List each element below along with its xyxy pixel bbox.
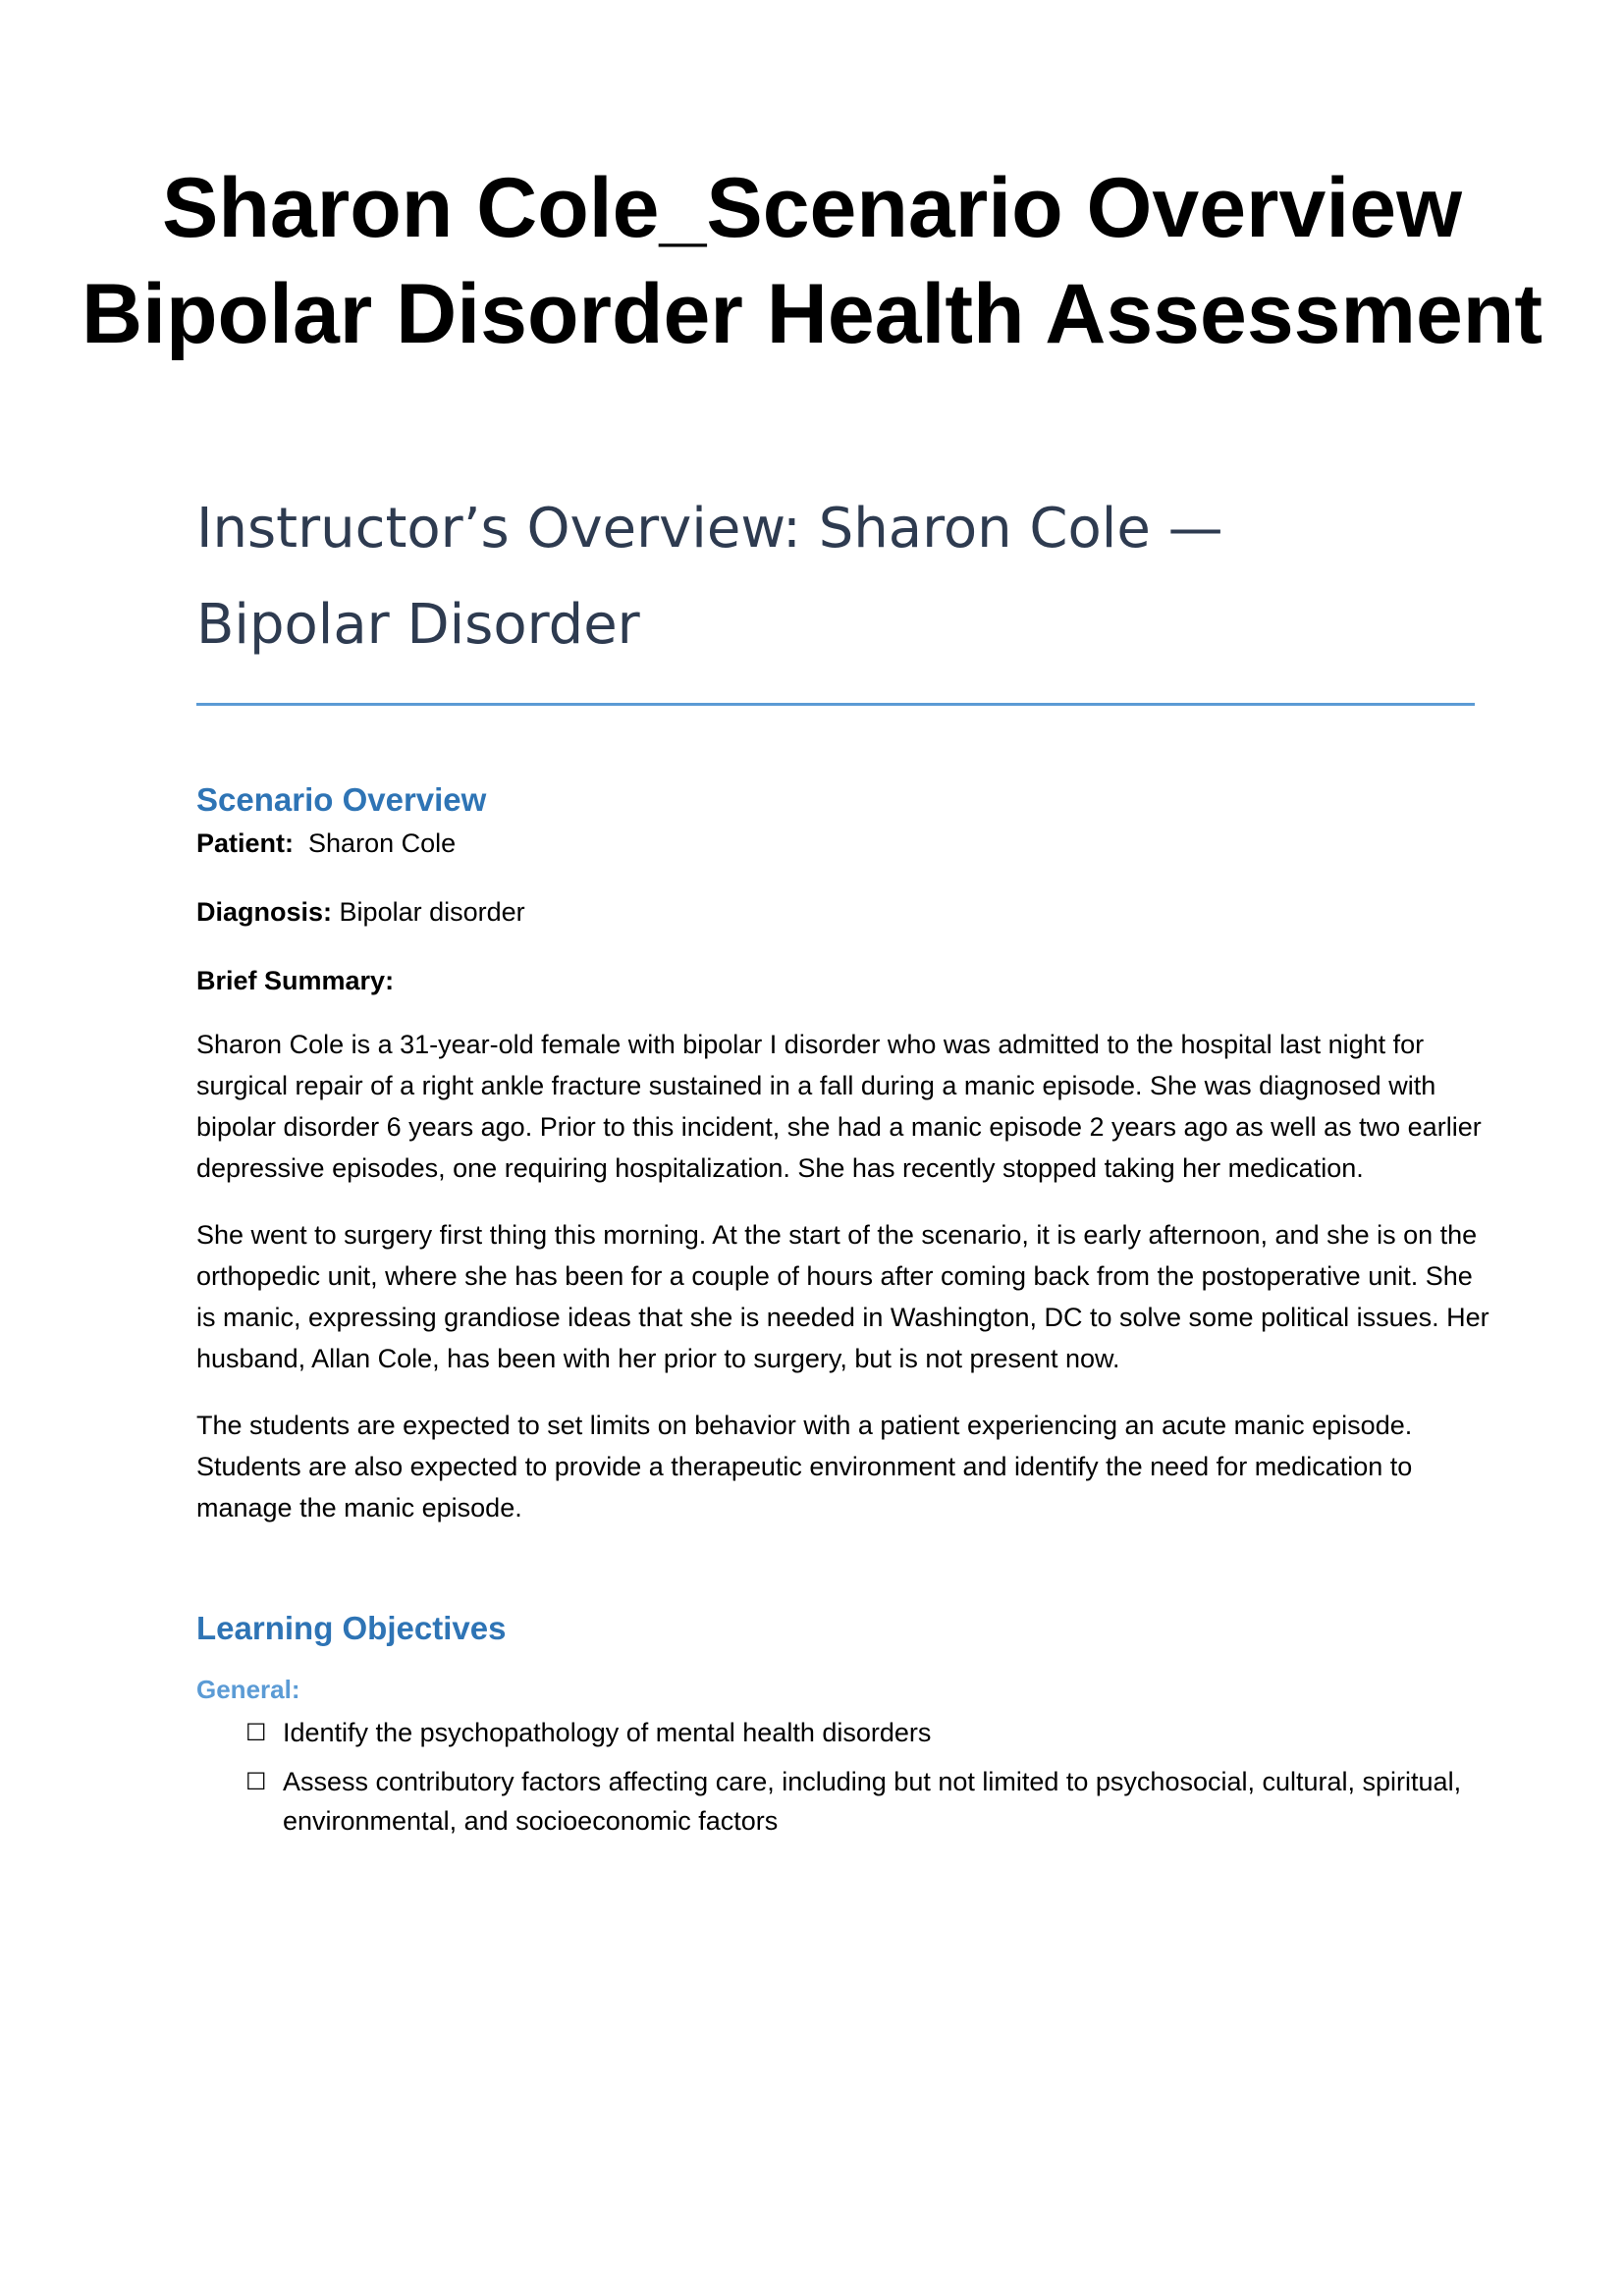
objective-text: Assess contributory factors affecting care, including but not limited to psychosocial, cultural, spiritual, environmental, and socioeconomic factors bbox=[283, 1767, 1462, 1836]
patient-field bbox=[196, 824, 1473, 863]
diagnosis-label: Diagnosis: bbox=[196, 897, 333, 927]
checkbox-icon: ☐ bbox=[245, 1768, 267, 1795]
document-title bbox=[196, 481, 1473, 673]
document-title-line-1: Instructor’s Overview: Sharon Cole — bbox=[196, 497, 1223, 561]
objective-text: Identify the psychopathology of mental health disorders bbox=[283, 1718, 932, 1747]
document-title-line-2: Bipolar Disorder bbox=[196, 593, 640, 657]
page-title-line-1: Sharon Cole_Scenario Overview bbox=[162, 161, 1462, 255]
summary-paragraph-3: The students are expected to set limits on behavior with a patient experiencing an acute manic episode. Students are also expected to provide a therapeutic environment and identify the need for medication to manage the manic episode. bbox=[196, 1411, 1413, 1522]
general-subheading: General: bbox=[196, 1675, 300, 1704]
document-body bbox=[196, 481, 1489, 1850]
patient-label: Patient: bbox=[196, 828, 295, 858]
summary-paragraph-2: She went to surgery first thing this morning. At the start of the scenario, it is early afternoon, and she is on the orthopedic unit, where she has been for a couple of hours after coming back from the postoperative unit. She is manic, expressing grandiose ideas that she is needed in Washington, DC to solve some political issues. Her husband, Allan Cole, has been with her prior to surgery, but is not present now. bbox=[196, 1220, 1489, 1373]
list-item bbox=[196, 1713, 1500, 1752]
checkbox-icon: ☐ bbox=[245, 1719, 267, 1746]
objectives-checklist bbox=[196, 1713, 1473, 1841]
learning-objectives-heading: Learning Objectives bbox=[196, 1610, 507, 1646]
page-title-line-2: Bipolar Disorder Health Assessment bbox=[81, 267, 1543, 361]
title-divider bbox=[196, 703, 1475, 706]
page-title bbox=[0, 155, 1624, 367]
summary-paragraph-1: Sharon Cole is a 31-year-old female with bipolar I disorder who was admitted to the hospital last night for surgical repair of a right ankle fracture sustained in a fall during a manic episode. She was diagnosed with bipolar disorder 6 years ago. Prior to this incident, she had a manic episode 2 years ago as well as two earlier depressive episodes, one requiring hospitalization. She has recently stopped taking her medication. bbox=[196, 1030, 1482, 1183]
brief-summary-label: Brief Summary: bbox=[196, 966, 395, 995]
list-item bbox=[196, 1762, 1500, 1841]
scenario-overview-heading: Scenario Overview bbox=[196, 781, 487, 818]
diagnosis-value: Bipolar disorder bbox=[339, 897, 525, 927]
patient-value: Sharon Cole bbox=[308, 828, 457, 858]
diagnosis-field bbox=[196, 892, 1473, 932]
